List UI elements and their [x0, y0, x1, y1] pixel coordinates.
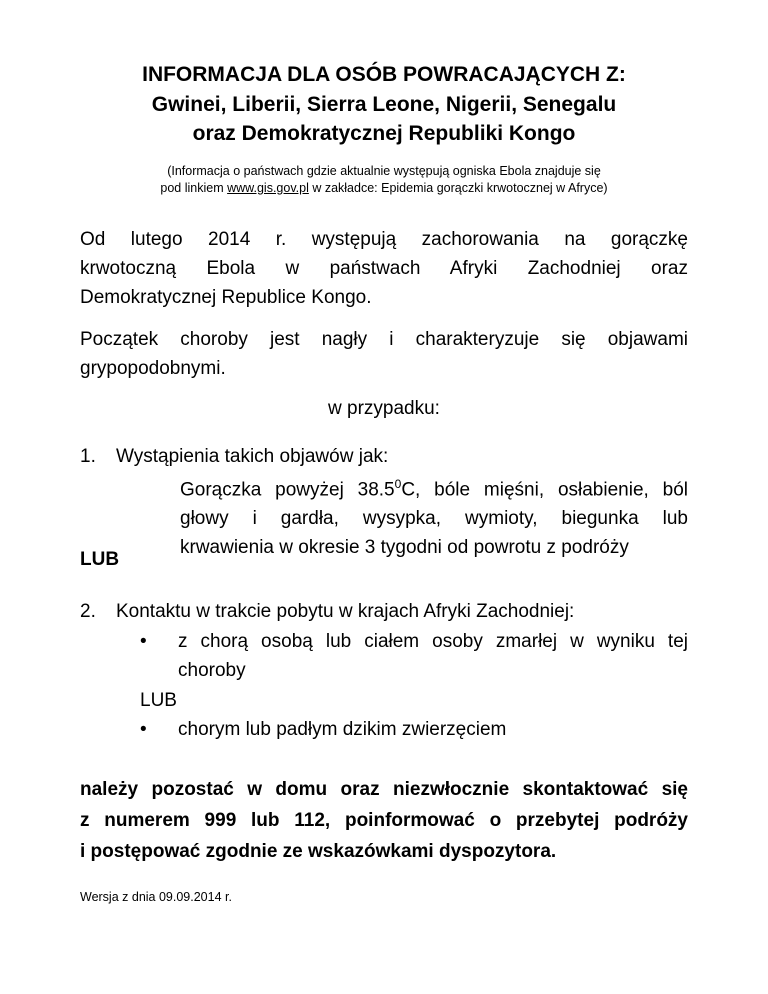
list-number-1: 1.	[80, 446, 96, 467]
version-footer: Wersja z dnia 09.09.2014 r.	[80, 890, 232, 904]
note-line-1: (Informacja o państwach gdzie aktualnie występują ogniska Ebola znajduje się	[167, 164, 601, 178]
symptoms-line-1-a: Gorączka powyżej 38.5	[180, 479, 395, 501]
list-item-2-text: Kontaktu w trakcie pobytu w krajach Afryki Zachodniej:	[116, 601, 575, 622]
bullet-item-1	[140, 627, 688, 685]
symptoms-line-2: głowy i gardła, wysypka, wymioty, biegunka lub	[180, 508, 688, 530]
bullet-icon: •	[140, 631, 147, 652]
bullet-1-line-1: z chorą osobą lub ciałem osoby zmarłej w wyniku tej	[178, 631, 688, 652]
bullet-2-text: chorym lub padłym dzikim zwierzęciem	[178, 719, 507, 740]
final-instruction	[80, 774, 688, 867]
symptoms-line-1	[180, 470, 688, 504]
list-item-2	[80, 597, 574, 626]
intro-line-2: krwotoczną Ebola w państwach Afryki Zachodniej oraz	[80, 258, 688, 279]
note-prefix: pod linkiem	[160, 181, 228, 195]
note-line-2	[80, 179, 688, 197]
intro-line-1: Od lutego 2014 r. występują zachorowania na gorączkę	[80, 229, 688, 250]
symptoms-block	[180, 470, 688, 562]
onset-line-1: Początek choroby jest nagły i charakteryzuje się objawami	[80, 329, 688, 350]
onset-paragraph	[80, 325, 688, 383]
note-suffix: w zakładce: Epidemia gorączki krwotocznej w Afryce)	[308, 181, 608, 195]
case-intro: w przypadku:	[328, 398, 440, 419]
bullet-item-2	[140, 715, 688, 744]
final-line-3: i postępować zgodnie ze wskazówkami dyspozytora.	[80, 841, 557, 862]
intro-paragraph	[80, 225, 688, 312]
degree-superscript: 0	[394, 477, 402, 491]
title-line-2: Gwinei, Liberii, Sierra Leone, Nigerii, Senegalu	[151, 93, 617, 116]
final-line-1: należy pozostać w domu oraz niezwłocznie skontaktować się	[80, 779, 688, 800]
list-item-1-text: Wystąpienia takich objawów jak:	[116, 446, 389, 467]
or-bold-label: LUB	[80, 549, 120, 570]
gis-link[interactable]: www.gis.gov.pl	[227, 181, 309, 195]
symptoms-line-1-b: C, bóle mięśni, osłabienie, ból	[401, 479, 688, 501]
list-item-1	[80, 442, 388, 471]
bullet-icon: •	[140, 719, 147, 740]
intro-line-3: Demokratycznej Republice Kongo.	[80, 287, 372, 308]
or-plain-label: LUB	[140, 690, 177, 711]
symptoms-line-3: krwawienia w okresie 3 tygodni od powrotu z podróży	[180, 537, 629, 559]
bullet-1-line-2: choroby	[178, 660, 246, 681]
onset-line-2: grypopodobnymi.	[80, 358, 226, 379]
list-number-2: 2.	[80, 601, 96, 622]
title-line-3: oraz Demokratycznej Republiki Kongo	[192, 122, 576, 145]
final-line-2: z numerem 999 lub 112, poinformować o przebytej podróży	[80, 810, 688, 831]
title-line-1: INFORMACJA DLA OSÓB POWRACAJĄCYCH Z:	[142, 63, 626, 86]
